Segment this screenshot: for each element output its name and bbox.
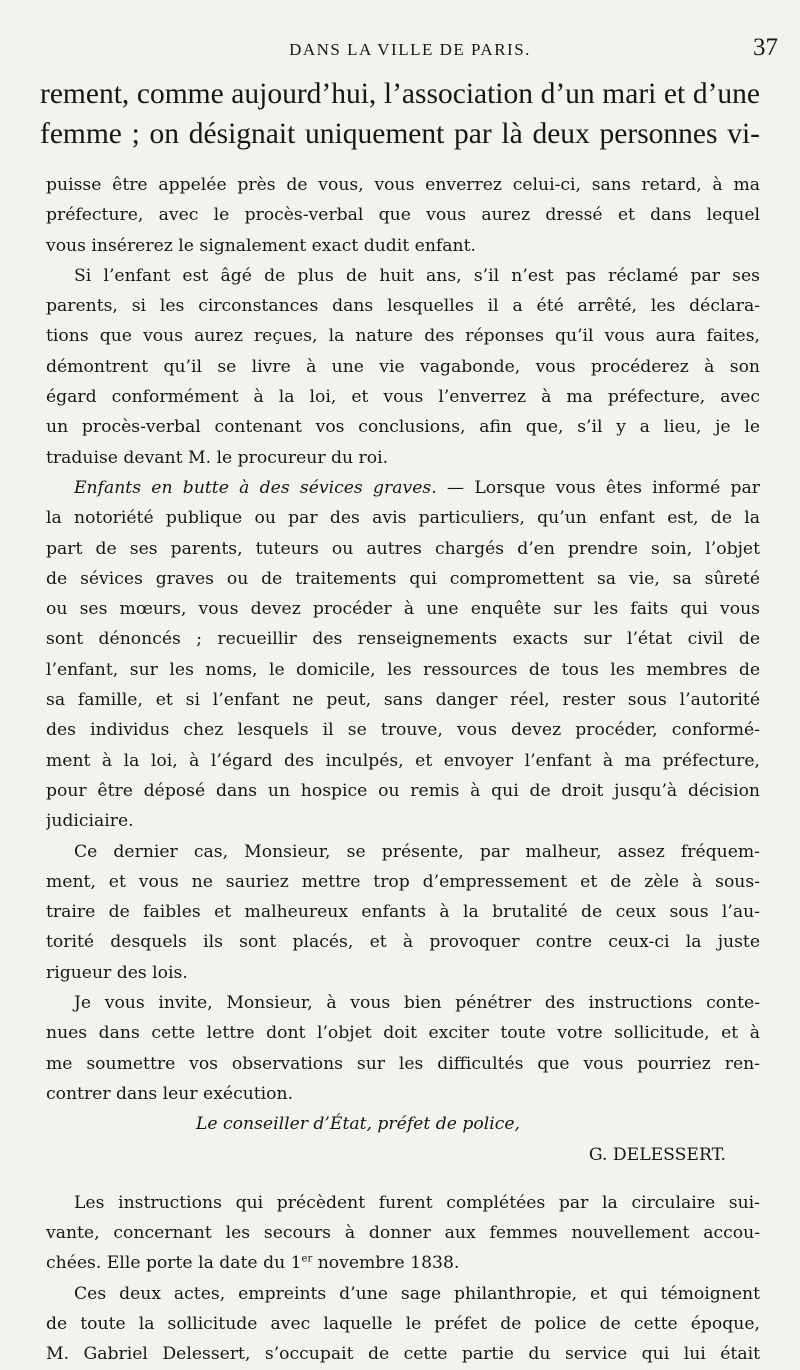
text-line: l’enfant, sur les noms, le domicile, les ressources de tous les membres de: [46, 659, 760, 680]
text-fragment: — Lorsque vous êtes informé par: [436, 477, 760, 498]
text-line: des individus chez lesquels il se trouve, vous devez procéder, conformé-: [46, 720, 760, 741]
text-line: pour être déposé dans un hospice ou remis à qui de droit jusqu’à décision: [46, 780, 760, 801]
text-line: [46, 1248, 760, 1278]
text-line: rigueur des lois.: [46, 962, 188, 983]
text-line: ou ses mœurs, vous devez procéder à une enquête sur les faits qui vous: [46, 599, 760, 620]
text-line: vante, concernant les secours à donner aux femmes nouvellement accou-: [46, 1223, 760, 1244]
text-line: torité desquels ils sont placés, et à provoquer contre ceux-ci la juste: [46, 932, 760, 953]
text-fragment: chées. Elle porte la date du 1: [46, 1253, 302, 1274]
text-line: ment, et vous ne sauriez mettre trop d’empressement et de zèle à sous-: [46, 871, 760, 892]
text-line: vous insérerez le signalement exact dudit enfant.: [46, 235, 476, 256]
signature-title: [46, 1109, 760, 1139]
text-line: judiciaire.: [46, 811, 134, 832]
text-line: Si l’enfant est âgé de plus de huit ans, s’il n’est pas réclamé par ses: [74, 265, 760, 286]
section-heading: Enfants en butte à des sévices graves.: [74, 477, 437, 498]
text-line: de sévices graves ou de traitements qui compromettent sa vie, sa sûreté: [46, 568, 760, 589]
text-line: tions que vous aurez reçues, la nature des réponses qu’il vous aura faites,: [46, 326, 760, 347]
text-line: sa famille, et si l’enfant ne peut, sans danger réel, rester sous l’autorité: [46, 690, 760, 711]
text-line: M. Gabriel Delessert, s’occupait de cette partie du service qui lui était: [46, 1344, 760, 1365]
text-line: traire de faibles et malheureux enfants à la brutalité de ceux sous l’au-: [46, 902, 760, 923]
running-title: DANS LA VILLE DE PARIS.: [289, 40, 531, 59]
text-line: Ce dernier cas, Monsieur, se présente, par malheur, assez fréquem-: [74, 841, 760, 862]
text-line: nues dans cette lettre dont l’objet doit exciter toute votre sollicitude, et à: [46, 1023, 760, 1044]
text-line: préfecture, avec le procès-verbal que vous aurez dressé et dans lequel: [46, 205, 760, 226]
page-number: 37: [753, 34, 778, 61]
text-line: Les instructions qui précèdent furent complétées par la circulaire sui-: [74, 1192, 760, 1213]
text-line: un procès-verbal contenant vos conclusions, afin que, s’il y a lieu, je le: [46, 417, 760, 438]
text-line: traduise devant M. le procureur du roi.: [46, 447, 389, 468]
ordinal-superscript: er: [301, 1253, 313, 1265]
fragment-line: rement, comme aujourd’hui, l’association d’un mari et d’une: [40, 78, 760, 110]
text-line: me soumettre vos observations sur les difficultés que vous pourriez ren-: [46, 1053, 760, 1074]
signature-title-text: Le conseiller d’État, préfet de police,: [196, 1114, 520, 1135]
signature-name: G. DELESSERT.: [588, 1144, 726, 1165]
text-line: puisse être appelée près de vous, vous enverrez celui-ci, sans retard, à ma: [46, 175, 760, 195]
text-line: démontrent qu’il se livre à une vie vagabonde, vous procéderez à son: [46, 356, 760, 377]
text-line: égard conformément à la loi, et vous l’enverrez à ma préfecture, avec: [46, 387, 760, 408]
section-gap: [46, 1170, 760, 1188]
text-line: sont dénoncés ; recueillir des renseignements exacts sur l’état civil de: [46, 629, 760, 650]
text-line: de toute la sollicitude avec laquelle le préfet de police de cette époque,: [46, 1313, 760, 1334]
text-fragment: novembre 1838.: [312, 1253, 460, 1274]
text-line: la notoriété publique ou par des avis particuliers, qu’un enfant est, de la: [46, 508, 760, 529]
fragment-line: femme ; on désignait uniquement par là deux personnes vi-: [40, 118, 760, 150]
text-line: parents, si les circonstances dans lesquelles il a été arrêté, les déclara-: [46, 296, 760, 317]
text-line: Ces deux actes, empreints d’une sage philanthropie, et qui témoignent: [74, 1283, 760, 1304]
overlaid-fragment: [40, 74, 760, 154]
body-text: [46, 170, 760, 1370]
running-header: [40, 34, 780, 66]
text-line: part de ses parents, tuteurs ou autres chargés d’en prendre soin, l’objet: [46, 538, 760, 559]
text-line: Je vous invite, Monsieur, à vous bien pénétrer des instructions conte-: [74, 993, 760, 1014]
text-line: ment à la loi, à l’égard des inculpés, et envoyer l’enfant à ma préfecture,: [46, 750, 760, 771]
text-line: contrer dans leur exécution.: [46, 1083, 294, 1104]
text-line: [46, 473, 760, 503]
